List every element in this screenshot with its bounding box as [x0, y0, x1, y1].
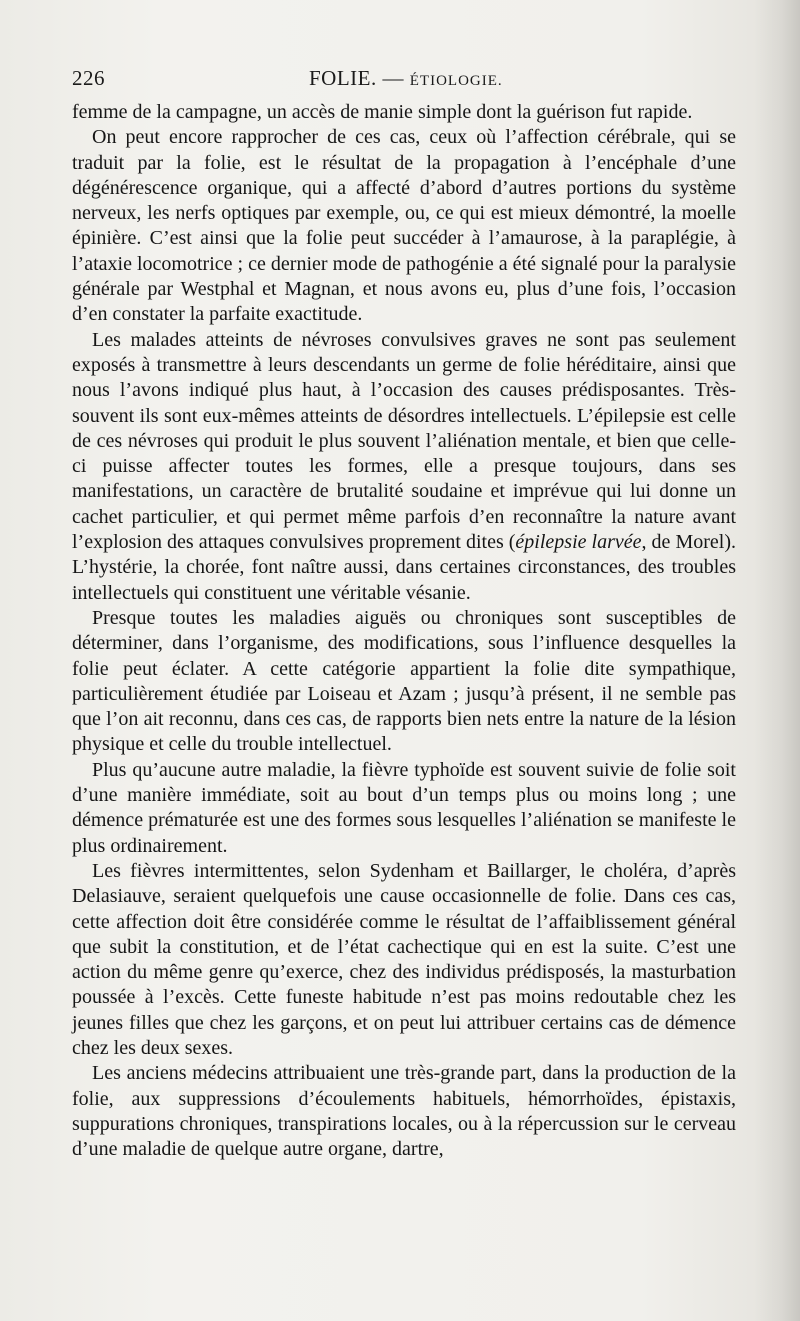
paragraph-fievre-typhoide: Plus qu’aucune autre maladie, la fièvre typhoïde est souvent suivie de folie soit d’une manière immédiate, soit au bout d’un temps plus ou moins long ; une démence prématurée est une des formes sous lesquelles l’aliénation se manifeste le plus ordinairement. [72, 758, 736, 857]
running-head [309, 66, 503, 91]
paragraph-nevroses-text: Les malades atteints de névroses convulsives graves ne sont pas seulement exposés à transmettre à leurs descendants un germe de folie héréditaire, ainsi que nous l’avons indiqué plus haut, à l’occasion des causes prédisposantes. Très-souvent ils sont eux-mêmes atteints de désordres intellectuels. L’épilepsie est celle de ces névroses qui produit le plus souvent l’aliénation mentale, et bien que celle-ci puisse affecter toutes les formes, elle a presque toujours, dans ses manifestations, un caractère de brutalité soudaine et imprévue qui lui donne un cachet particulier, et qui permet même parfois d’en reconnaître la nature avant l’explosion des attaques convulsives proprement dites ( [72, 328, 736, 554]
paragraph-nevroses-text-end: , de Morel). L’hystérie, la chorée, font naître aussi, dans certaines circonstances, des troubles intellectuels qui constituent une véritable vésanie. [72, 531, 736, 604]
paragraph-propagation: On peut encore rapprocher de ces cas, ceux où l’affection cérébrale, qui se traduit par la folie, est le résultat de la propagation à l’encéphale d’une dégénérescence organique, qui a affecté d’abord d’autres portions du système nerveux, les nerfs optiques par exemple, ou, ce qui est mieux démontré, la moelle épinière. C’est ainsi que la folie peut succéder à l’amaurose, à la paraplégie, à l’ataxie locomotrice ; ce dernier mode de pathogénie a été signalé pour la paralysie générale par Westphal et Magnan, et nous avons eu, plus d’une fois, l’occasion d’en constater la parfaite exactitude. [72, 126, 736, 326]
page-gutter-shadow [754, 0, 800, 1321]
body-text [72, 100, 736, 1162]
paragraph-anciens-medecins: Les anciens médecins attribuaient une très-grande part, dans la production de la folie, aux suppressions d’écoulements habituels, hémorrhoïdes, épistaxis, suppurations chroniques, transpirations locales, ou à la répercussion sur le cerveau d’une maladie de quelque autre organe, dartre, [72, 1062, 736, 1161]
running-head-section: ÉTIOLOGIE. [409, 73, 503, 89]
running-head-separator: — [376, 66, 410, 90]
paragraph-continued: femme de la campagne, un accès de manie simple dont la guérison fut rapide. [72, 101, 693, 123]
italic-term: épilepsie larvée [515, 531, 642, 554]
paragraph-fievres-intermittentes: Les fièvres intermittentes, selon Sydenham et Baillarger, le choléra, d’après Delasiauve, seraient quelquefois une cause occasionnelle de folie. Dans ces cas, cette affection doit être considérée comme le résultat de l’affaiblissement général que subit la constitution, et de l’état cachectique qui en est la suite. C’est une action du même genre qu’exerce, chez des individus prédisposés, la masturbation poussée à l’excès. Cette funeste habitude n’est pas moins redoutable chez les jeunes filles que chez les garçons, et on peut lui attribuer certains cas de démence chez les deux sexes. [72, 859, 736, 1059]
paragraph-nevroses [72, 328, 736, 606]
running-head-title: FOLIE. [309, 66, 377, 90]
paragraph-maladies-aigues: Presque toutes les maladies aiguës ou chroniques sont susceptibles de déterminer, dans l’organisme, des modifications, sous l’influence desquelles la folie peut éclater. A cette catégorie appartient la folie dite sympathique, particulièrement étudiée par Loiseau et Azam ; jusqu’à présent, il ne semble pas que l’on ait reconnu, dans ces cas, de rapports bien nets entre la nature de la lésion physique et celle du trouble intellectuel. [72, 606, 736, 756]
page-number: 226 [72, 66, 105, 90]
page-header [72, 66, 734, 96]
